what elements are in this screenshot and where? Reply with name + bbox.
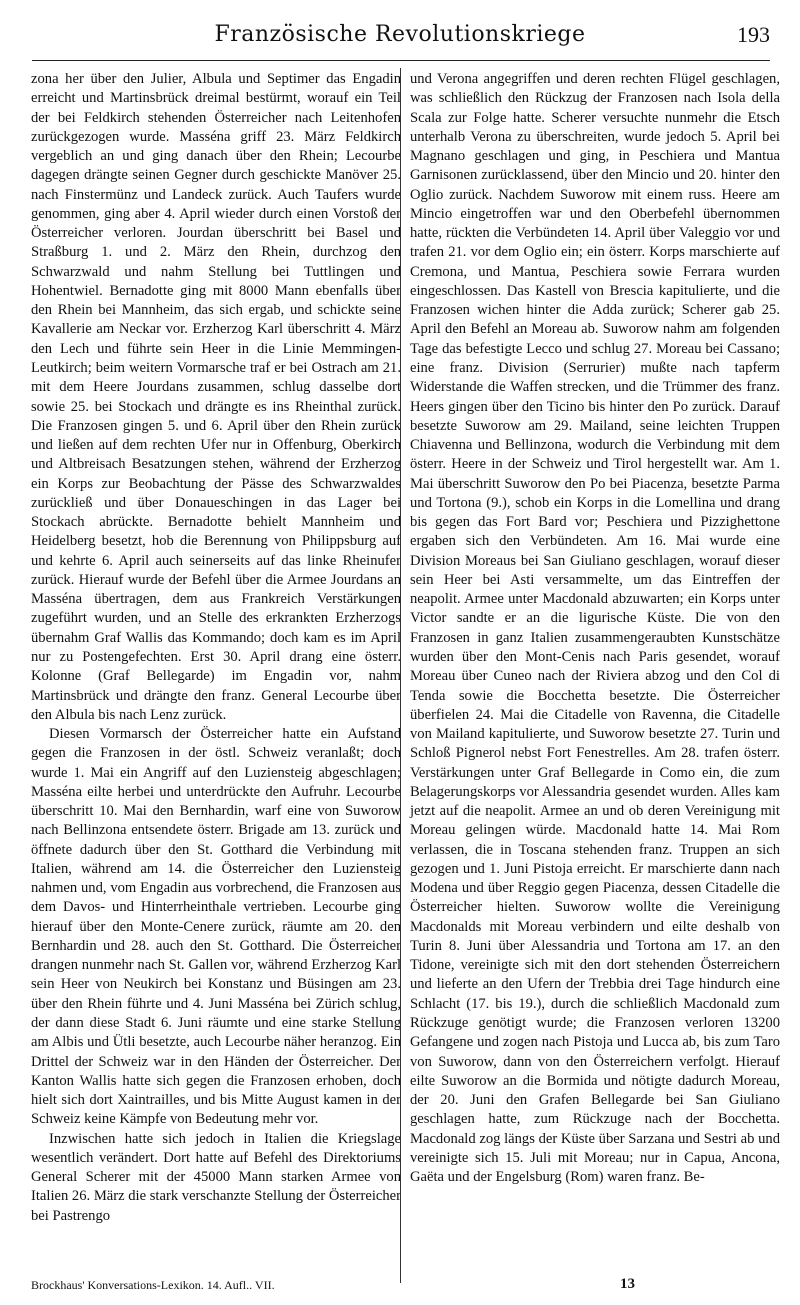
left-paragraph-2: Diesen Vormarsch der Österreicher hatte ein Aufstand gegen die Franzosen in der östl. Schweiz veranlaßt; doch wurde 1. Mai ein Angriff auf den Luziensteig abgeschlagen; Masséna eilte herbei und unterdrückte den Aufruhr. Lecourbe überschritt 10. Mai den Bernhardin, warf eine von Suworow nach Bellinzona entsendete österr. Brigade am 13. zurück und öffnete dadurch über den St. Gotthard die Verbindung mit Italien, während am 14. die Österreicher den Luziensteig nahmen und, vom Engadin aus vorbrechend, die Franzosen aus dem Davos- und Hinterrheinthale vertrieben. Lecourbe ging hierauf über den Monte-Cenere zurück, räumte am 20. den Bernhardin und 28. auch den St. Gotthard. Die Österreicher drangen nunmehr nach St. Gallen vor, während Erzherzog Karl sein Heer von Neukirch bei Konstanz und Büsingen am 23. über den Rhein führte und 4. Juni Masséna bei Zürich schlug, der dann diese Stadt 6. Juni räumte und eine starke Stellung am Albis und Ütli besetzte, auch Lecourbe näher heranzog. Ein Drittel der Schweiz war in den Händen der Österreicher. Der Kanton Wallis hatte sich gegen die Franzosen erhoben, doch hielt sich dort Xaintrailles, und bis Mitte August kamen in der Schweiz keine Kämpfe von Bedeutung mehr vor. xyxy=(31,726,401,1128)
header-rule xyxy=(32,60,770,61)
column-divider xyxy=(400,68,401,1283)
footer-source: Brockhaus' Konversations-Lexikon. 14. Aufl.. VII. xyxy=(31,1278,275,1292)
page-number: 193 xyxy=(737,22,770,47)
left-column xyxy=(31,70,401,1226)
left-paragraph-1: zona her über den Julier, Albula und Septimer das Engadin erreicht und Martinsbrück dreimal bestürmt, worauf ein Teil der bei Feldkirch stehenden Österreicher nach Leitenhofen zurückgezogen wurde. Masséna griff 23. März Feldkirch vergeblich an und ging danach über den Rhein; Lecourbe dagegen drängte seinen Gegner durch geschickte Manöver 25. nach Finstermünz und Landeck zurück. Auch Taufers wurde genommen, ging aber 4. April wieder durch einen Vorstoß der Österreicher verloren. Jourdan überschritt bei Basel und Straßburg 1. und 2. März den Rhein, durchzog den Schwarzwald und nahm Stellung bei Tuttlingen und Hohentwiel. Bernadotte ging mit 8000 Mann ebenfalls über den Rhein bei Mannheim, das sich ergab, und schickte seine Kavallerie am Neckar vor. Erzherzog Karl überschritt 4. März den Lech und führte sein Heer in die Linie Memmingen-Leutkirch; beim weitern Vormarsche traf er bei Ostrach am 21. mit dem Heere Jourdans zusammen, schlug dasselbe dort sowie 25. bei Stockach und drängte es ins Rheinthal zurück. Die Franzosen gingen 5. und 6. April über den Rhein zurück und ließen auf dem rechten Ufer nur in Offenburg, Oberkirch und Altbreisach Besatzungen stehen, während der Erzherzog ein Korps zur Beobachtung der Pässe des Schwarzwaldes zurückließ und über Donaueschingen in das Lager bei Stockach abrückte. Bernadotte behielt Mannheim und Heidelberg besetzt, hob die Berennung von Philippsburg auf und kehrte 6. April auch seinerseits auf das linke Rheinufer zurück. Hierauf wurde der Befehl über die Armee Jourdans an Masséna übertragen, dem aus Frankreich Verstärkungen zugeführt wurden, und an Stelle des erkrankten Erzherzogs übernahm Graf Wallis das Kommando; doch kam es im April nur zu Postengefechten. Erst 30. April drang eine österr. Kolonne (Graf Bellegarde) im Engadin vor, nahm Martinsbrück und drängte den franz. General Lecourbe über den Albula bis nach Lenz zurück. xyxy=(31,71,401,723)
right-column xyxy=(410,70,780,1187)
right-paragraph-1: und Verona angegriffen und deren rechten Flügel geschlagen, was schließlich den Rückzug der Franzosen nach Isola della Scala zur Folge hatte. Scherer versuchte nunmehr die Etsch unterhalb Verona zu überschreiten, wurde jedoch 5. April bei Magnano geschlagen und ging, in Peschiera und Mantua Garnisonen zurücklassend, über den Mincio und 20. hinter den Oglio zurück. Nachdem Suworow mit einem russ. Heere am Mincio eingetroffen war und den Oberbefehl übernommen hatte, rückten die Verbündeten 14. April über Valeggio vor und trafen 21. vor dem Oglio ein; ein österr. Korps marschierte auf Cremona, und Mantua, Peschiera sowie Ferrara wurden eingeschlossen. Das Kastell von Brescia kapitulierte, und die Franzosen wichen hinter die Adda zurück; Scherer gab 25. April den Befehl an Moreau ab. Suworow nahm am folgenden Tage das befestigte Lecco und schlug 27. Moreau bei Cassano; eine franz. Division (Serrurier) mußte nach tapferm Widerstande die Waffen strecken, und die Trümmer des franz. Heers gingen über den Ticino bis hinter den Po zurück. Darauf besetzte Suworow am 29. Mailand, seine leichten Truppen Chiavenna und Bellinzona, wodurch die Verbindung mit dem österr. Heere in der Schweiz und Tirol hergestellt war. Am 1. Mai überschritt Suworow den Po bei Piacenza, besetzte Parma und Tortona (9.), schob ein Korps in die Lomellina und drang bis gegen das Fort Bard vor; Peschiera und Pizzighettone ergaben sich den Verbündeten. Am 16. Mai wurde eine Division Moreaus bei San Giuliano geschlagen, worauf dieser sein Heer bei Asti versammelte, um das Eintreffen der neapolit. Armee unter Macdonald abzuwarten; ein Korps unter Victor sandte er an die ligurische Küste. Die von den Franzosen in ganz Italien zusammengeraubten Kunstschätze wurden über den Mont-Cenis nach Paris gesendet, worauf Moreau über Cuneo nach der Riviera abzog und den Col di Tenda sowie die Bocchetta besetzte. Die Österreicher überfielen 24. Mai die Citadelle von Ravenna, die Citadelle von Mailand kapitulierte, und Suworow besetzte 27. Turin und Schloß Pignerol nebst Fort Fenestrelles. Am 28. trafen österr. Verstärkungen unter Graf Bellegarde in Como ein, die zum Belagerungskorps vor Alessandria gesendet wurden. Alles kam jetzt auf die neapolit. Armee an und ob deren Vereinigung mit Moreau gelingen würde. Macdonald hatte 14. Mai Rom verlassen, die in Toscana stehenden franz. Truppen an sich gezogen und 1. Juni Pistoja erreicht. Er marschierte dann nach Modena und über Reggio gegen Piacenza, dessen Citadelle die Österreicher hielten. Suworow wollte die Vereinigung Macdonalds mit Moreau verbindern und eilte deshalb von Turin 8. Juni über Alessandria und Tortona am 17. an den Tidone, vereinigte sich mit den dort stehenden Österreichern und lieferte an den Ufern der Trebbia drei Tage hindurch eine Schlacht (17. bis 19.), durch die schließlich Macdonald zum Rückzuge genötigt wurde; die Franzosen verloren 13200 Gefangene und zogen nach Pistoja und Lucca ab, bis zum Taro von Suworow, dann von den Österreichern verfolgt. Hierauf eilte Suworow an die Bormida und nötigte dadurch Moreau, der 20. Juni den Grafen Bellegarde bei San Giuliano geschlagen hatte, zum Rückzuge nach der Bocchetta. Macdonald zog längs der Küste über Sarzana und Sestri ab und vereinigte sich 15. Juli mit Moreau; nur in Capua, Ancona, Gaëta und der Engelsburg (Rom) waren franz. Be- xyxy=(410,71,780,1186)
running-header xyxy=(30,22,770,56)
signature-mark: 13 xyxy=(620,1276,635,1292)
left-paragraph-3: Inzwischen hatte sich jedoch in Italien die Kriegslage wesentlich verändert. Dort hatte auf Befehl des Direktoriums General Scherer mit der 45000 Mann starken Armee von Italien 26. März die stark verschanzte Stellung der Österreicher bei Pastrengo xyxy=(31,1130,401,1224)
page-footer xyxy=(31,1276,770,1298)
running-title: Französische Revolutionskriege xyxy=(214,22,586,47)
